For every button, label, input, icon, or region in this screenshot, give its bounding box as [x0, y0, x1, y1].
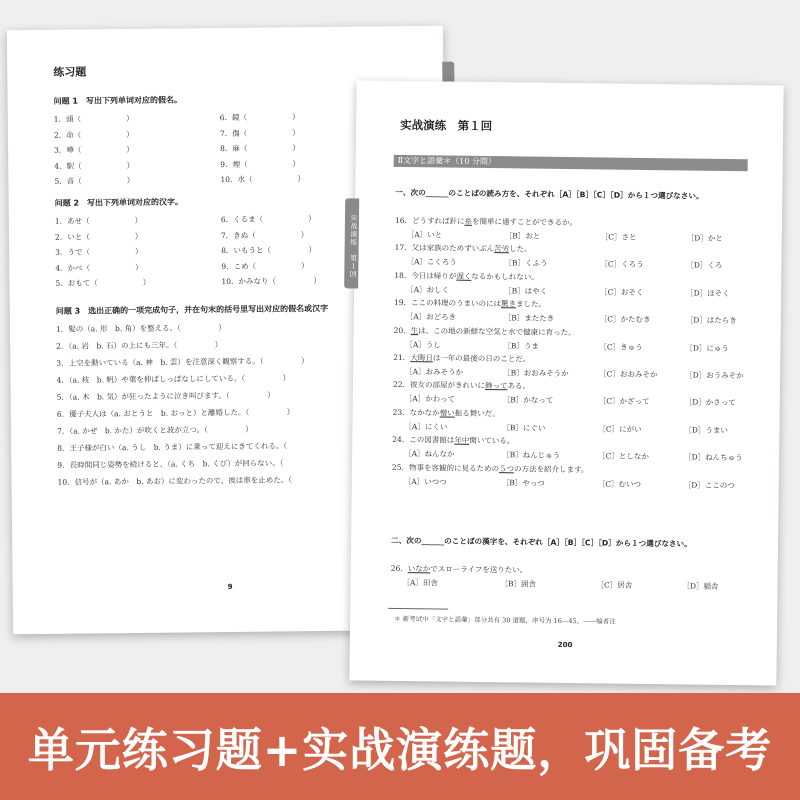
q2-item: 6．くるま（ ） — [220, 214, 316, 225]
answer-option: ［C］さと — [600, 232, 637, 242]
answer-option: ［B］囲舎 — [500, 579, 537, 589]
answer-option: ［C］かたむき — [599, 314, 651, 325]
answer-option: ［D］稲舎 — [682, 581, 719, 591]
answer-option: ［C］むいつ — [597, 478, 642, 489]
answer-option: ［A］おどろき — [405, 312, 457, 322]
question-text: 26． — [390, 563, 408, 574]
q3-item: 5．（a. 木 b. 気）が狂ったように泣き叫びます。（ ） — [56, 390, 275, 402]
question-stem — [393, 352, 530, 365]
question-text: は一年の最後の日のことだ。 — [432, 353, 531, 364]
question-text: 開いている。 — [469, 436, 515, 446]
part1-heading: 一、次の______のことばの読み方を、それぞれ［A］［B］［C］［D］から１つ選びなさい。 — [395, 187, 704, 201]
q3-item: 8．王子様が白い（a. うし b. うま）に乗って迎えにきてくれる。（ — [57, 441, 288, 453]
q3-item: 4．（a. 枝 b. 帆）や葉を伸ばしっぱなしにしている。（ ） — [56, 373, 291, 385]
underlined-word: 飾って — [484, 381, 508, 391]
q1-item: 10．水（ ） — [220, 174, 306, 185]
banner-text: 单元练习题+实战演练题，巩固备考 — [27, 722, 773, 777]
q1-item: 2．命（ ） — [53, 129, 134, 140]
question-text: 16．どうすれば針に — [394, 215, 465, 226]
answer-option: ［D］かさって — [684, 397, 736, 408]
answer-option: ［A］ねんなか — [404, 449, 455, 459]
q1-item: 5．音（ ） — [54, 175, 135, 186]
answer-option: ［A］田舎 — [402, 578, 439, 588]
answer-option: ［D］おうみそか — [685, 370, 744, 381]
answer-option: ［D］うまい — [684, 425, 729, 435]
answer-option: ［C］かざって — [598, 396, 650, 407]
question-text: でスローライフを送りたい。 — [430, 564, 528, 575]
question-stem — [394, 270, 539, 283]
q2-item: 9．こめ（ ） — [221, 260, 309, 271]
answer-option: ［D］ねんちゅう — [684, 452, 743, 463]
question-text: 20． — [393, 325, 411, 335]
underlined-word: ５つ — [498, 463, 515, 473]
answer-option: ［A］にくい — [404, 421, 448, 432]
answer-option: ［C］にがい — [598, 424, 642, 434]
question-text: ある。 — [507, 381, 531, 391]
question-text: 17．父は家族のためずいぶん — [394, 243, 495, 254]
question-text: は、この地の新鮮な空気と水で健康に育った。 — [418, 325, 576, 337]
left-page-title: 练习题 — [53, 65, 87, 79]
answer-option: ［C］くろう — [600, 259, 644, 270]
question-text: の方法を紹介します。 — [513, 463, 589, 474]
answer-option: ［B］うま — [503, 340, 540, 351]
question-stem — [393, 407, 500, 419]
footnote-divider — [388, 608, 448, 610]
q3-heading: 问题 3 选出正确的一项完成句子，并在句末的括号里写出对应的假名或汉字 — [55, 303, 329, 316]
q3-item: 10．信号が（a. あか b. あお）に変わったので、彼は車を止めた。（ — [57, 475, 293, 487]
q2-item: 8．いもうと（ ） — [221, 245, 316, 256]
underlined-word: 生 — [410, 325, 419, 335]
underlined-word: 糸 — [464, 216, 473, 226]
right-page — [349, 80, 783, 685]
answer-option: ［B］やっつ — [501, 477, 545, 488]
q1-item: 7．傷（ ） — [219, 127, 300, 138]
underlined-word: 年中 — [454, 435, 470, 446]
question-stem — [392, 461, 589, 474]
question-stem — [392, 434, 514, 446]
answer-option: ［C］としなか — [598, 451, 649, 462]
answer-option: ［B］にぐい — [502, 423, 546, 433]
question-text: 23．なかなか — [392, 407, 440, 418]
question-text: 18．今日は帰りが — [394, 270, 457, 281]
q3-item: 2．（a. 岩 b. 石）の上にも三年。（ ） — [56, 340, 223, 351]
answer-option: ［A］いつつ — [403, 476, 447, 487]
right-page-title: 实战演练 第１回 — [400, 117, 493, 134]
q1-item: 3．嘩（ ） — [54, 144, 134, 155]
section-bar: Ⅱ文字と語彙＊（10 分間） — [394, 155, 748, 171]
question-stem — [394, 297, 546, 310]
q1-item: 4．駅（ ） — [54, 160, 135, 171]
answer-option: ［C］きゅう — [599, 341, 643, 352]
question-text: 25．物事を客観的に見るための — [391, 462, 500, 473]
answer-option: ［C］おそく — [600, 287, 644, 297]
q3-item: 7．（a. かぜ b. かた）が吹くと波が立つ。（ ） — [57, 424, 253, 436]
question-text: 24．この図書館は — [392, 435, 455, 445]
left-page-number: 9 — [227, 582, 233, 592]
q2-item: 2．いと（ ） — [54, 231, 143, 242]
underlined-word: 驚き — [500, 299, 517, 309]
q3-item: 1．髪の（a. 形 b. 角）を整える。（ ） — [55, 323, 226, 334]
q1-item: 1．頭（ ） — [53, 113, 134, 124]
q2-heading: 问题 2 写出下列单词对应的汉字。 — [54, 197, 184, 208]
answer-option: ［D］くろ — [686, 260, 723, 271]
question-text: 22．彼女の部屋がきれいに — [392, 380, 486, 391]
question-text: なるかもしれない。 — [471, 271, 539, 282]
part2-heading: 二、次の______のことばの漢字を、それぞれ［A］［B］［C］［D］から１つ選びなさい。 — [391, 535, 692, 549]
underlined-word: 遅く — [456, 271, 472, 281]
q2-item: 4．かべ（ ） — [55, 262, 143, 273]
answer-option: ［B］はやく — [504, 286, 548, 296]
question-stem — [391, 563, 528, 576]
question-stem — [393, 379, 530, 392]
question-text: 21． — [393, 352, 411, 363]
answer-option: ［D］ほそく — [686, 288, 730, 298]
q2-item: 3．うで（ ） — [55, 246, 143, 257]
answer-option: ［B］かなって — [502, 395, 554, 406]
answer-option: ［B］おと — [504, 231, 541, 241]
q3-item: 6．優子夫人は（a. おとうと b. おっと）と離婚した。（ ） — [56, 407, 295, 419]
question-text: 振る舞いだ。 — [454, 408, 500, 418]
question-text: ました。 — [515, 299, 547, 309]
answer-option: ［D］かと — [686, 233, 723, 243]
answer-option: ［A］うし — [405, 339, 441, 350]
answer-option: ［B］ねんじゅう — [502, 450, 561, 461]
question-text: 19．ここの料理のうまいのには — [393, 298, 502, 309]
answer-option: ［A］いと — [406, 230, 443, 240]
answer-option: ［A］こくろう — [406, 257, 457, 268]
answer-option: ［C］居舎 — [596, 580, 633, 590]
answer-option: ［B］またたき — [503, 313, 555, 324]
right-page-number: 200 — [557, 640, 573, 650]
promo-banner — [0, 693, 800, 800]
answer-option: ［C］おおみそか — [599, 369, 658, 380]
answer-option: ［A］かわって — [404, 394, 456, 405]
question-stem — [395, 242, 532, 255]
q1-item: 8．麻（ ） — [220, 143, 300, 154]
question-text: を簡単に通すことができるか。 — [471, 216, 578, 228]
answer-option: ［D］ここのつ — [683, 480, 735, 490]
q3-item: 9．長時間同じ姿勢を続けると、（a. くち b. くび）が回らない。（ — [57, 458, 284, 470]
q2-item: 1．あせ（ ） — [54, 215, 143, 226]
q3-item: 3．上空を動いている（a. 神 b. 雲）を注意深く観察する。（ ） — [56, 356, 309, 368]
answer-option: ［B］おおみそうか — [503, 368, 569, 379]
footnote: ＊ 新考试中「文字と語彙」部分共有 30 道题，序号为 16—45。——编者注 — [394, 614, 616, 626]
q1-heading: 问题 1 写出下列单词对应的假名。 — [53, 95, 182, 106]
answer-option: ［B］くふう — [504, 258, 548, 269]
underlined-word: 憎い — [439, 408, 455, 418]
q2-item: 7．きぬ（ ） — [220, 229, 309, 240]
underlined-word: いなか — [407, 564, 431, 574]
question-stem — [394, 324, 576, 337]
underlined-word: 大晦日 — [410, 353, 433, 363]
right-page-tab: 实战演练 第１回 — [344, 198, 359, 288]
answer-option: ［A］おしく — [406, 284, 450, 295]
q1-item: 6．鏡（ ） — [219, 112, 300, 123]
underlined-word: 苦労 — [494, 244, 510, 254]
q2-item: 10．かみなり（ ） — [221, 276, 322, 287]
q1-item: 9．煙（ ） — [220, 158, 301, 169]
answer-option: ［D］にゅう — [685, 343, 729, 353]
question-text: した。 — [509, 244, 532, 254]
answer-option: ［D］はたらき — [685, 315, 737, 326]
answer-option: ［A］おみそうか — [405, 367, 464, 377]
question-stem — [395, 215, 577, 228]
q2-item: 5．おもて（ ） — [55, 277, 151, 288]
